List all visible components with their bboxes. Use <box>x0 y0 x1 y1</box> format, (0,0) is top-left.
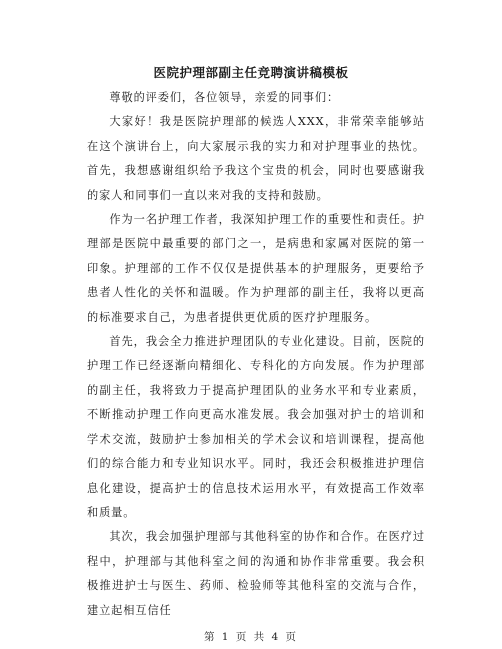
paragraph: 作为一名护理工作者，我深知护理工作的重要性和责任。护理部是医院中最重要的部门之一，是病患和家属对医院的第一印象。护理部的工作不仅仅是提供基本的护理服务，更要给予患者人性化的关怀和温暖。作为护理部的副主任，我将以更高的标准要求自己，为患者提供更优质的医疗护理服务。 <box>87 213 425 324</box>
paragraph: 首先，我会全力推进护理团队的专业化建设。目前，医院的护理工作已经逐渐向精细化、专科化的方向发展。作为护理部的副主任，我将致力于提高护理团队的业务水平和专业素质，不断推动护理工作向更高水准发展。我会加强对护士的培训和学术交流，鼓励护士参加相关的学术会议和培训课程，提高他们的综合能力和专业知识水平。同时，我还会积极推进护理信息化建设，提高护士的信息技术运用水平，有效提高工作效率和质量。 <box>87 335 425 519</box>
paragraph: 大家好！我是医院护理部的候选人XXX，非常荣幸能够站在这个演讲台上，向大家展示我的实力和对护理事业的热忱。首先，我想感谢组织给予我这个宝贵的机会，同时也要感谢我的家人和同事们一直以来对我的支持和鼓励。 <box>87 115 425 202</box>
document-body <box>87 86 425 623</box>
salutation: 尊敬的评委们，各位领导，亲爱的同事们： <box>109 91 340 104</box>
paragraph: 其次，我会加强护理部与其他科室的协作和合作。在医疗过程中，护理部与其他科室之间的沟通和协作非常重要。我会积极推进护士与医生、药师、检验师等其他科室的交流与合作，建立起相互信任 <box>87 530 425 617</box>
page-indicator: 第 1 页 共 4 页 <box>203 631 299 643</box>
document-title: 医院护理部副主任竞聘演讲稿模板 <box>153 65 349 80</box>
